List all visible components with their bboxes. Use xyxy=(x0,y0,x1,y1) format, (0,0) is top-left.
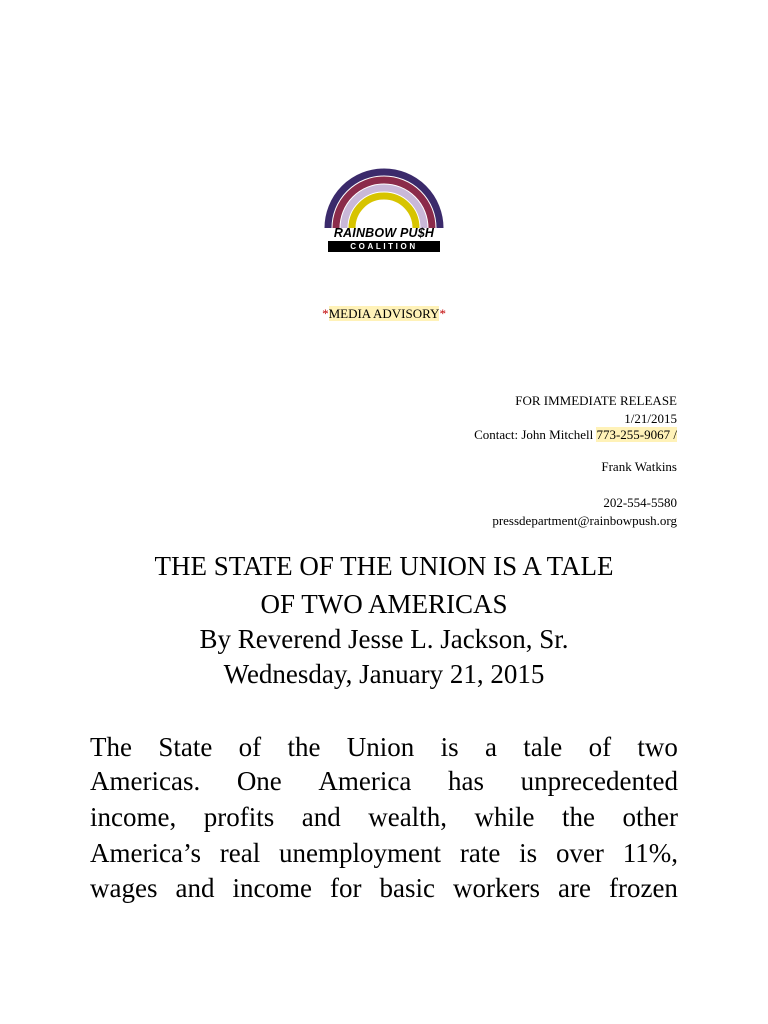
body-word: the xyxy=(561,802,595,832)
body-word: is xyxy=(519,838,538,868)
body-line-4 xyxy=(90,835,678,871)
second-contact: Frank Watkins xyxy=(601,459,677,474)
body-line-3 xyxy=(90,799,678,835)
body-word: are xyxy=(558,873,591,903)
body-word: profits xyxy=(203,802,275,832)
body-word: Americas. xyxy=(90,766,201,796)
body-word: while xyxy=(474,802,535,832)
body-word: wealth, xyxy=(368,802,447,832)
body-word: The xyxy=(90,732,132,762)
body-word: rate xyxy=(459,838,501,868)
body-word: workers xyxy=(453,873,540,903)
body-word: real xyxy=(219,838,261,868)
body-word: the xyxy=(287,732,321,762)
body-word: income, xyxy=(90,802,177,832)
body-word: America’s xyxy=(90,838,201,868)
body-word: State xyxy=(158,732,213,762)
publish-date: Wednesday, January 21, 2015 xyxy=(223,659,545,689)
rainbow-push-logo xyxy=(318,150,450,260)
contact-label: Contact: John Mitchell xyxy=(474,427,594,442)
advisory-text: MEDIA ADVISORY xyxy=(328,306,440,321)
body-word: a xyxy=(484,732,497,762)
body-word: over xyxy=(555,838,604,868)
body-word: for xyxy=(330,873,362,903)
contact-phone: 773-255-9067 / xyxy=(596,427,677,442)
body-word: other xyxy=(622,802,678,832)
byline: By Reverend Jesse L. Jackson, Sr. xyxy=(199,624,569,654)
body-word: unemployment xyxy=(279,838,442,868)
contact-line xyxy=(474,426,677,443)
body-line-5 xyxy=(90,870,678,906)
advisory-star-right: * xyxy=(439,306,446,321)
media-advisory-label xyxy=(0,306,768,322)
release-date: 1/21/2015 xyxy=(624,411,677,426)
body-word: wages xyxy=(90,873,158,903)
body-word: America xyxy=(318,766,412,796)
logo-name: RAINBOW PU$H xyxy=(333,226,435,240)
release-label: FOR IMMEDIATE RELEASE xyxy=(515,393,677,408)
body-word: of xyxy=(238,732,262,762)
body-word: tale xyxy=(523,732,563,762)
body-word: income xyxy=(232,873,312,903)
body-word: is xyxy=(440,732,459,762)
rainbow-arcs-icon xyxy=(318,150,450,230)
body-word: frozen xyxy=(608,873,678,903)
body-word: two xyxy=(637,732,678,762)
press-email: pressdepartment@rainbowpush.org xyxy=(492,513,677,528)
body-word: and xyxy=(175,873,215,903)
body-word: One xyxy=(236,766,282,796)
title-line-1: THE STATE OF THE UNION IS A TALE xyxy=(154,551,614,581)
body-word: Union xyxy=(346,732,415,762)
advisory-star-left: * xyxy=(322,306,329,321)
body-word: has xyxy=(447,766,484,796)
title-line-2: OF TWO AMERICAS xyxy=(260,589,508,619)
body-word: and xyxy=(301,802,341,832)
body-word: unprecedented xyxy=(520,766,678,796)
body-line-1 xyxy=(90,729,678,765)
body-line-2 xyxy=(90,763,678,799)
body-word: of xyxy=(588,732,612,762)
body-word: basic xyxy=(379,873,435,903)
body-word: 11%, xyxy=(622,838,678,868)
logo-subtitle: COALITION xyxy=(328,241,440,252)
press-phone: 202-554-5580 xyxy=(603,495,677,510)
